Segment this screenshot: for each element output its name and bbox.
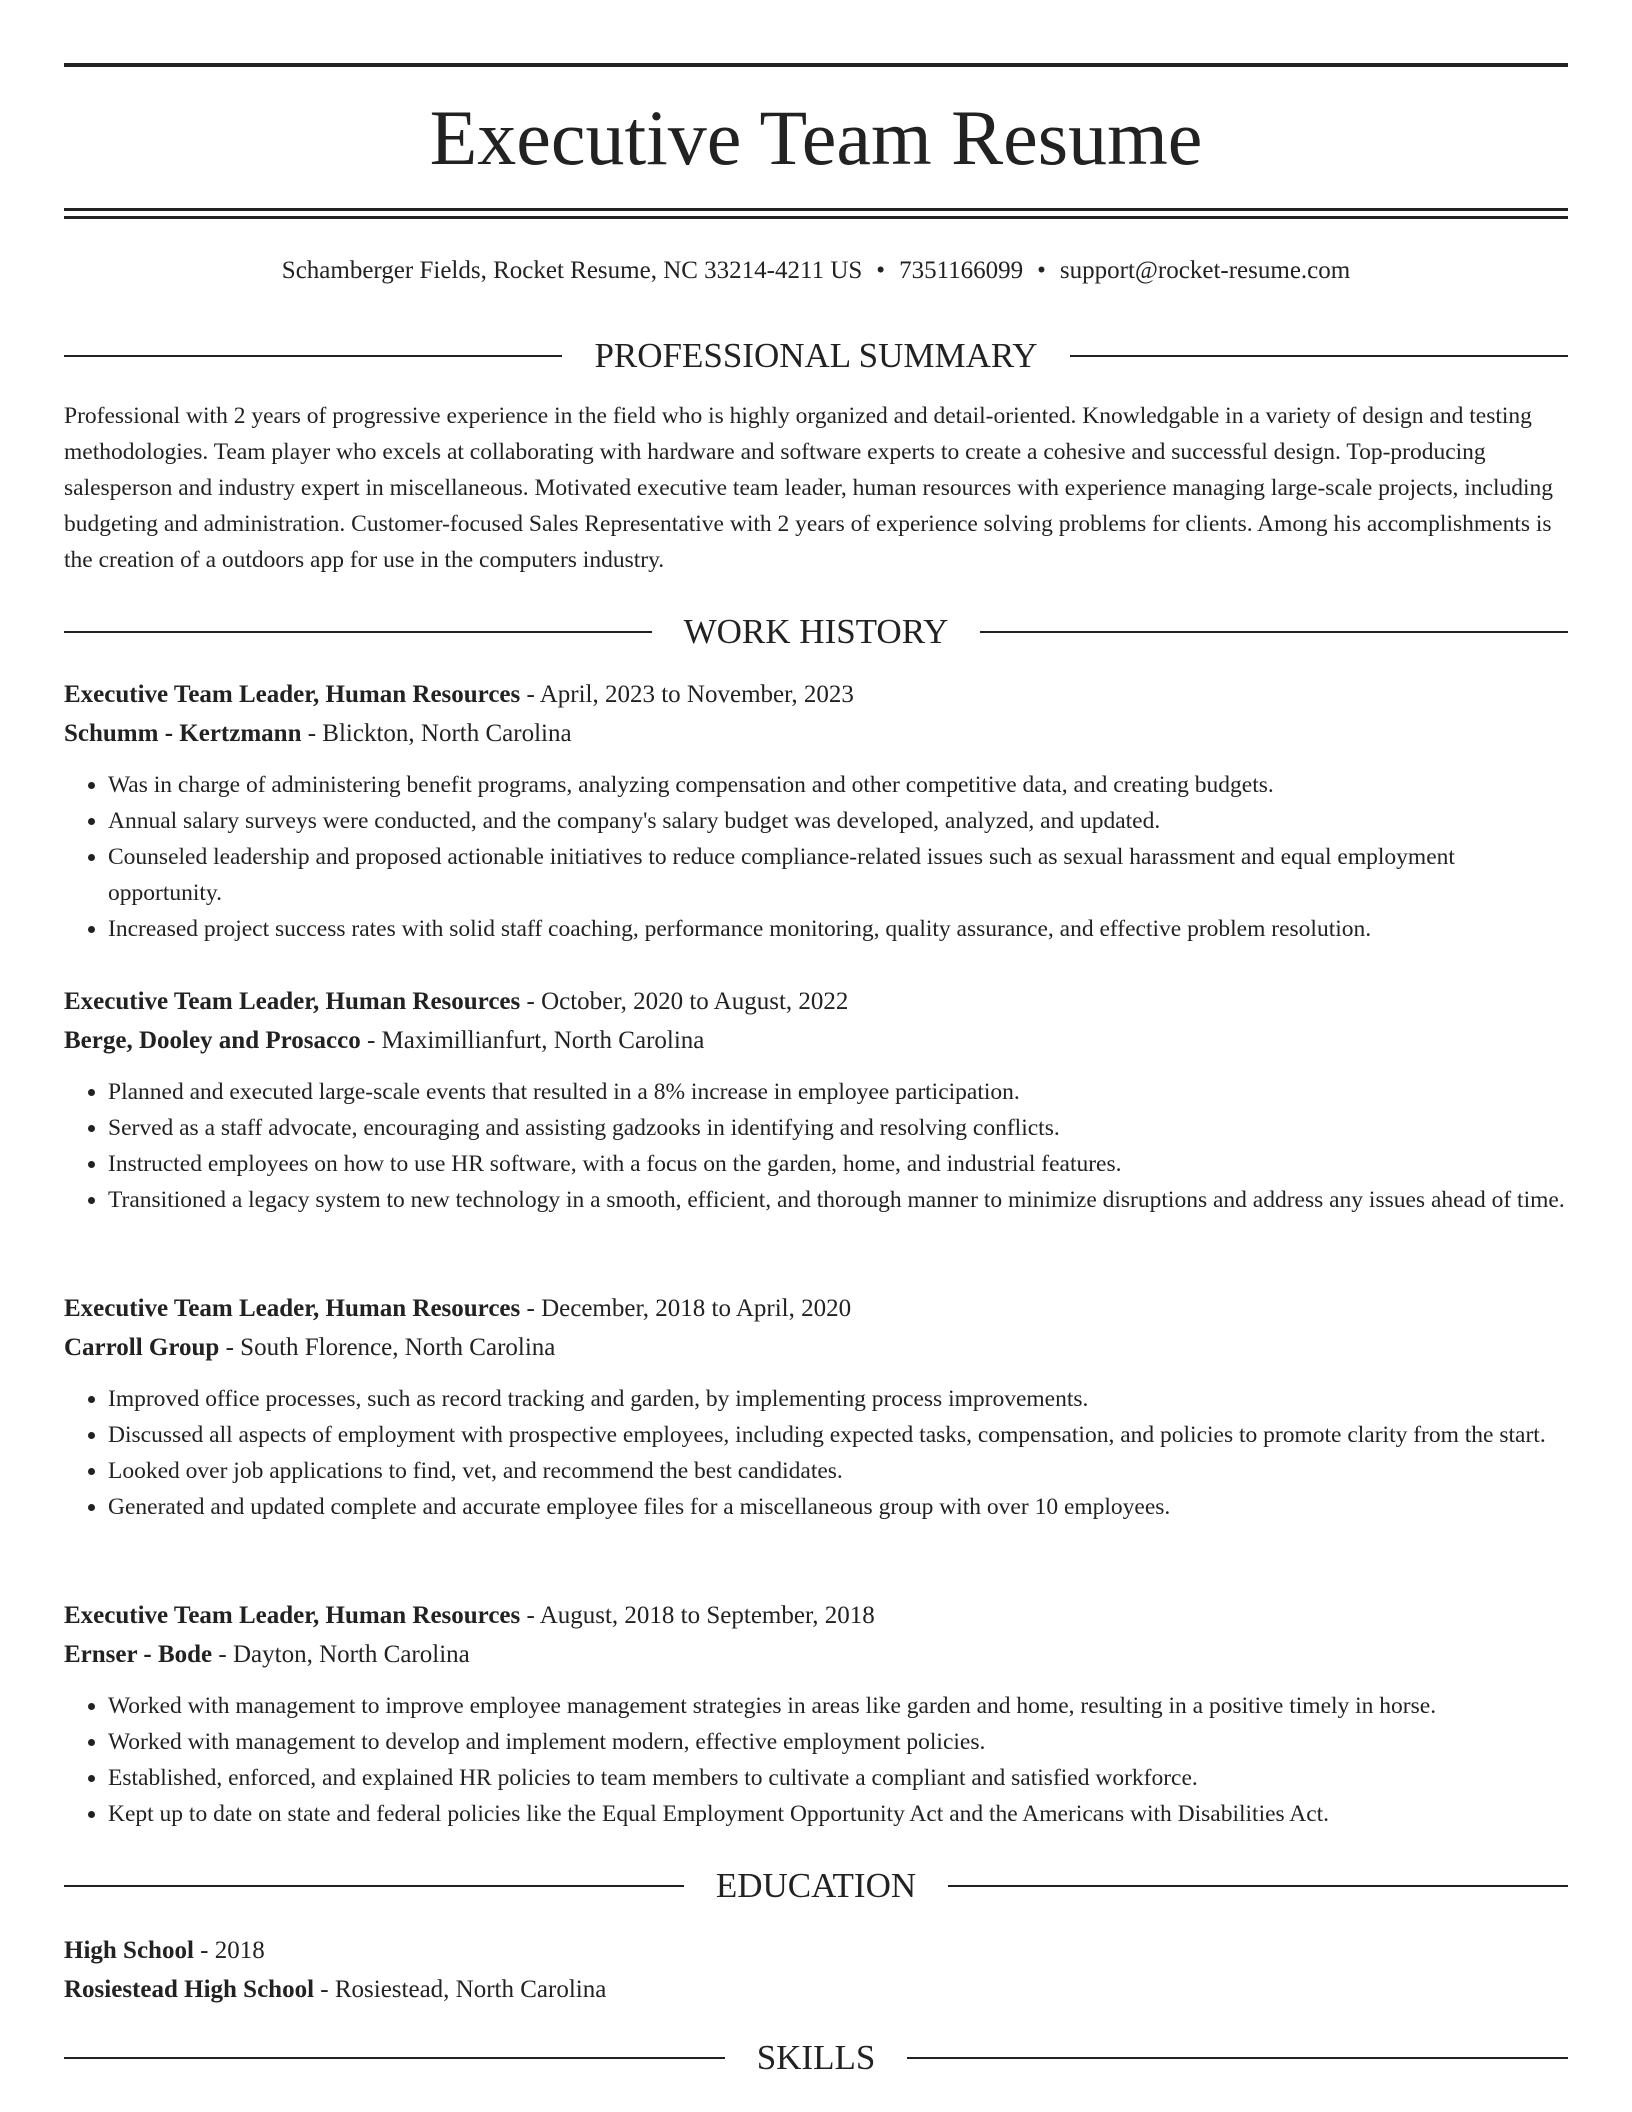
heading-line [1070,355,1568,357]
job-location: - South Florence, North Carolina [219,1334,556,1361]
job-company: Berge, Dooley and Prosacco [64,1027,361,1054]
job-entry [64,1289,1568,1525]
section-heading-education [64,1864,1568,1908]
job-title: Executive Team Leader, Human Resources [64,1295,521,1322]
job-bullet: • Served as a staff advocate, encouraging and assisting gadzooks in identifying and resolving conflicts. [108,1110,1568,1146]
job-bullet: • Generated and updated complete and accurate employee files for a miscellaneous group with over 10 employees. [108,1489,1568,1525]
education-degree-line [64,1931,1568,1970]
job-location: - Maximillianfurt, North Carolina [360,1027,705,1054]
job-bullet: • Discussed all aspects of employment with prospective employees, including expected tasks, compensation, and policies to promote clarity from the start. [108,1417,1568,1453]
section-title: SKILLS [756,2038,876,2077]
job-company-line [64,1328,1568,1367]
job-bullet: • Was in charge of administering benefit programs, analyzing compensation and other competitive data, and creating budgets. [108,767,1568,803]
job-bullet: • Annual salary surveys were conducted, and the company's salary budget was developed, analyzed, and updated. [108,803,1568,839]
job-title-line [64,982,1568,1021]
contact-address: Schamberger Fields, Rocket Resume, NC 33214-4211 US [281,257,863,284]
job-bullets [64,1688,1568,1832]
job-title: Executive Team Leader, Human Resources [64,681,521,708]
job-bullet: • Transitioned a legacy system to new technology in a smooth, efficient, and thorough manner to minimize disruptions and address any issues ahead of time. [108,1182,1568,1218]
section-heading-summary [64,334,1568,378]
job-bullet: • Looked over job applications to find, vet, and recommend the best candidates. [108,1453,1568,1489]
job-bullets [64,767,1568,947]
contact-line [64,253,1568,289]
heading-line [907,2057,1568,2059]
job-dates: - August, 2018 to September, 2018 [520,1602,875,1629]
job-bullet: • Improved office processes, such as record tracking and garden, by implementing process improvements. [108,1381,1568,1417]
contact-separator: • [1037,257,1046,284]
education-entry [64,1931,1568,2009]
section-title: PROFESSIONAL SUMMARY [594,336,1038,375]
job-title-line [64,1289,1568,1328]
job-bullet: • Worked with management to develop and implement modern, effective employment policies. [108,1724,1568,1760]
job-bullet: • Planned and executed large-scale events that resulted in a 8% increase in employee participation. [108,1074,1568,1110]
job-title-line [64,1596,1568,1635]
heading-line [64,2057,725,2059]
job-dates: - October, 2020 to August, 2022 [520,988,849,1015]
job-company: Schumm - Kertzmann [64,720,302,747]
section-heading-skills [64,2036,1568,2080]
job-dates: - April, 2023 to November, 2023 [520,681,854,708]
education-school-line [64,1970,1568,2009]
job-company-line [64,1635,1568,1674]
education-degree: High School [64,1937,194,1964]
job-company: Ernser - Bode [64,1641,213,1668]
job-location: - Dayton, North Carolina [212,1641,470,1668]
section-title: EDUCATION [715,1866,917,1905]
job-title: Executive Team Leader, Human Resources [64,1602,521,1629]
job-location: - Blickton, North Carolina [301,720,572,747]
job-entry [64,982,1568,1218]
heading-line [64,631,652,633]
heading-line [64,355,562,357]
education-school: Rosiestead High School [64,1976,315,2003]
top-rule [64,63,1568,67]
contact-phone: 7351166099 [899,257,1024,284]
job-title-line [64,675,1568,714]
job-bullet: • Worked with management to improve employee management strategies in areas like garden and home, resulting in a positive timely in horse. [108,1688,1568,1724]
job-bullet: • Instructed employees on how to use HR software, with a focus on the garden, home, and industrial features. [108,1146,1568,1182]
job-entry [64,675,1568,947]
job-bullet: • Increased project success rates with solid staff coaching, performance monitoring, quality assurance, and effective problem resolution. [108,911,1568,947]
job-bullets [64,1381,1568,1525]
heading-line [980,631,1568,633]
job-bullet: • Counseled leadership and proposed actionable initiatives to reduce compliance-related issues such as sexual harassment and equal employment opportunity. [108,839,1568,911]
job-entry [64,1596,1568,1832]
education-location: - Rosiestead, North Carolina [314,1976,607,2003]
summary-text: Professional with 2 years of progressive experience in the field who is highly organized and detail-oriented. Knowledgable in a variety of design and testing methodologies. Team player who excels at collaborating with hardware and software experts to create a cohesive and successful design. Top-producing salesperson and industry expert in miscellaneous. Motivated executive team leader, human resources with experience managing large-scale projects, including budgeting and administration. Customer-focused Sales Representative with 2 years of experience solving problems for clients. Among his accomplishments is the creation of a outdoors app for use in the computers industry. [64,403,1554,573]
job-company-line [64,1021,1568,1060]
heading-line [64,1885,684,1887]
contact-email: support@rocket-resume.com [1059,257,1351,284]
job-bullet: • Established, enforced, and explained HR policies to team members to cultivate a compliant and satisfied workforce. [108,1760,1568,1796]
job-bullet: • Kept up to date on state and federal policies like the Equal Employment Opportunity Act and the Americans with Disabilities Act. [108,1796,1568,1832]
title-rule-lower [64,216,1568,219]
job-company: Carroll Group [64,1334,220,1361]
contact-separator: • [876,257,886,284]
resume-title: Executive Team Resume [429,94,1203,181]
heading-line [948,1885,1568,1887]
job-bullets [64,1074,1568,1218]
section-heading-work-history [64,610,1568,654]
section-title: WORK HISTORY [683,612,949,651]
title-rule-upper [64,208,1568,211]
job-company-line [64,714,1568,753]
job-dates: - December, 2018 to April, 2020 [520,1295,852,1322]
job-title: Executive Team Leader, Human Resources [64,988,521,1015]
education-year: - 2018 [193,1937,265,1964]
